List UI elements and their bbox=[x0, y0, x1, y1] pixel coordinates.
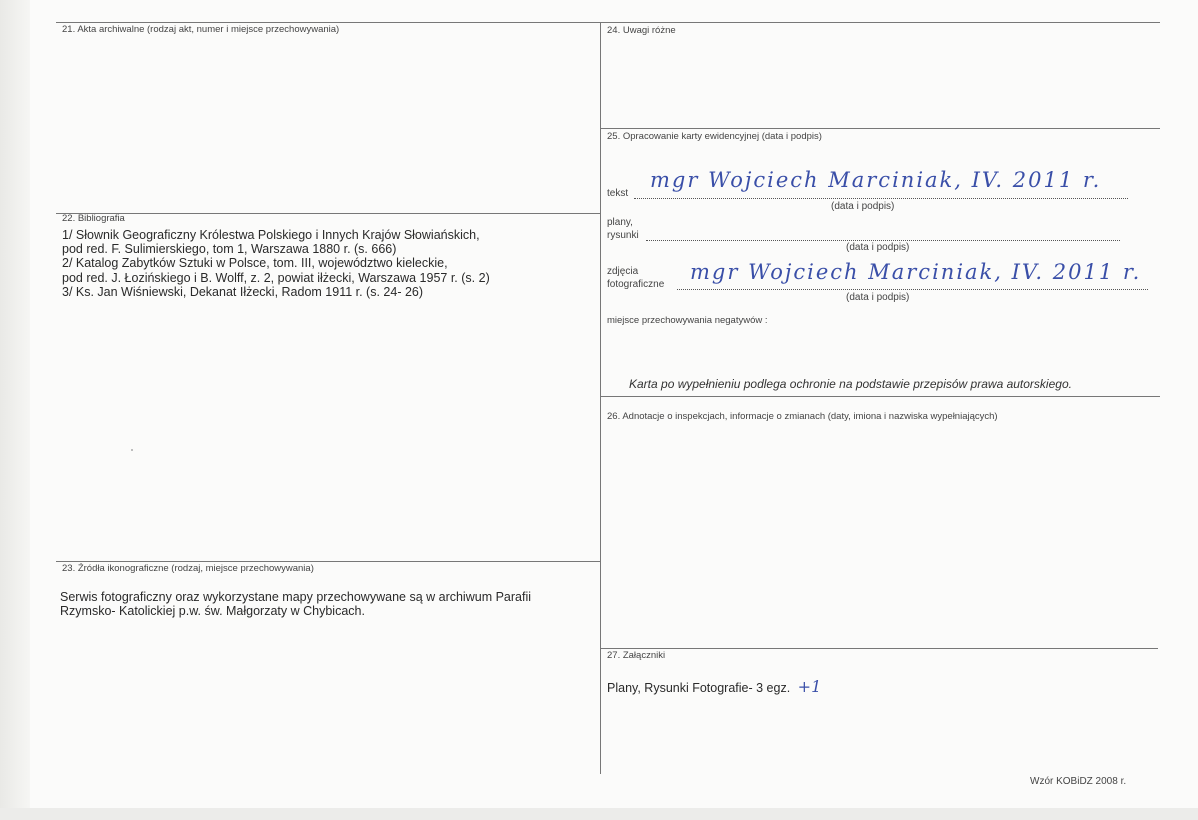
attachments-list: Plany, Rysunki Fotografie- 3 egz. bbox=[607, 681, 791, 695]
zdjecia-signature: mgr Wojciech Marciniak, IV. 2011 r. bbox=[690, 260, 1142, 284]
fotograficzne-label: fotograficzne bbox=[607, 279, 665, 290]
tekst-signature: mgr Wojciech Marciniak, IV. 2011 r. bbox=[650, 168, 1102, 192]
bibliography-line: 1/ Słownik Geograficzny Królestwa Polskiego i Innych Krajów Słowiańskich, bbox=[62, 228, 480, 242]
bibliography-line: 2/ Katalog Zabytków Sztuki w Polsce, tom. III, województwo kieleckie, bbox=[62, 256, 448, 271]
bibliography-line: pod red. J. Łozińskiego i B. Wolff, z. 2, powiat iłżecki, Warszawa 1957 r. (s. 2) bbox=[62, 270, 490, 285]
rule-26 bbox=[600, 396, 1160, 397]
rysunki-data-podpis: (data i podpis) bbox=[846, 242, 910, 253]
attachments-text bbox=[607, 677, 822, 696]
section-23-label: 23. Źródła ikonograficzne (rodzaj, miejsce przechowywania) bbox=[62, 563, 314, 574]
bibliography-list bbox=[62, 228, 490, 299]
section-22-label: 22. Bibliografia bbox=[62, 213, 125, 224]
zdjecia-dotted-line bbox=[677, 289, 1148, 290]
iconography-line: Rzymsko- Katolickiej p.w. św. Małgorzaty w Chybicach. bbox=[60, 604, 365, 619]
bibliography-line: 3/ Ks. Jan Wiśniewski, Dekanat Iłżecki, Radom 1911 r. (s. 24- 26) bbox=[62, 284, 424, 299]
rysunki-label: rysunki bbox=[607, 230, 639, 241]
bibliography-line: pod red. F. Sulimierskiego, tom 1, Warszawa 1880 r. (s. 666) bbox=[62, 242, 397, 257]
tekst-label: tekst bbox=[607, 188, 629, 199]
iconography-text bbox=[60, 590, 531, 618]
iconography-line: Serwis fotograficzny oraz wykorzystane mapy przechowywane są w archiwum Parafii bbox=[60, 590, 532, 604]
tekst-dotted-line bbox=[634, 198, 1128, 199]
scan-bottom-edge bbox=[0, 808, 1198, 820]
plany-label: plany, bbox=[607, 217, 633, 228]
rule-23 bbox=[56, 561, 600, 562]
rysunki-dotted-line bbox=[646, 240, 1120, 241]
copyright-note: Karta po wypełnieniu podlega ochronie na podstawie przepisów prawa autorskiego. bbox=[629, 377, 1072, 391]
scan-speck bbox=[131, 449, 133, 451]
rule-22 bbox=[56, 213, 600, 214]
zdjecia-label: zdjęcia bbox=[607, 266, 639, 277]
negatywy-label: miejsce przechowywania negatywów : bbox=[607, 315, 768, 326]
section-27-label: 27. Załączniki bbox=[607, 650, 666, 661]
rule-25 bbox=[600, 128, 1160, 129]
tekst-data-podpis: (data i podpis) bbox=[831, 201, 895, 212]
top-rule bbox=[56, 22, 1160, 23]
rule-27 bbox=[600, 648, 1158, 649]
scan-left-edge bbox=[0, 0, 30, 820]
center-divider bbox=[600, 22, 601, 774]
section-24-label: 24. Uwagi różne bbox=[607, 25, 676, 36]
attachments-handwritten: +1 bbox=[797, 677, 822, 696]
section-26-label: 26. Adnotacje o inspekcjach, informacje o zmianach (daty, imiona i nazwiska wypełniających) bbox=[607, 411, 998, 422]
zdjecia-data-podpis: (data i podpis) bbox=[846, 292, 910, 303]
section-21-label: 21. Akta archiwalne (rodzaj akt, numer i miejsce przechowywania) bbox=[62, 24, 340, 35]
section-25-label: 25. Opracowanie karty ewidencyjnej (data i podpis) bbox=[607, 131, 822, 142]
footer-template-note: Wzór KOBiDZ 2008 r. bbox=[1030, 776, 1127, 787]
